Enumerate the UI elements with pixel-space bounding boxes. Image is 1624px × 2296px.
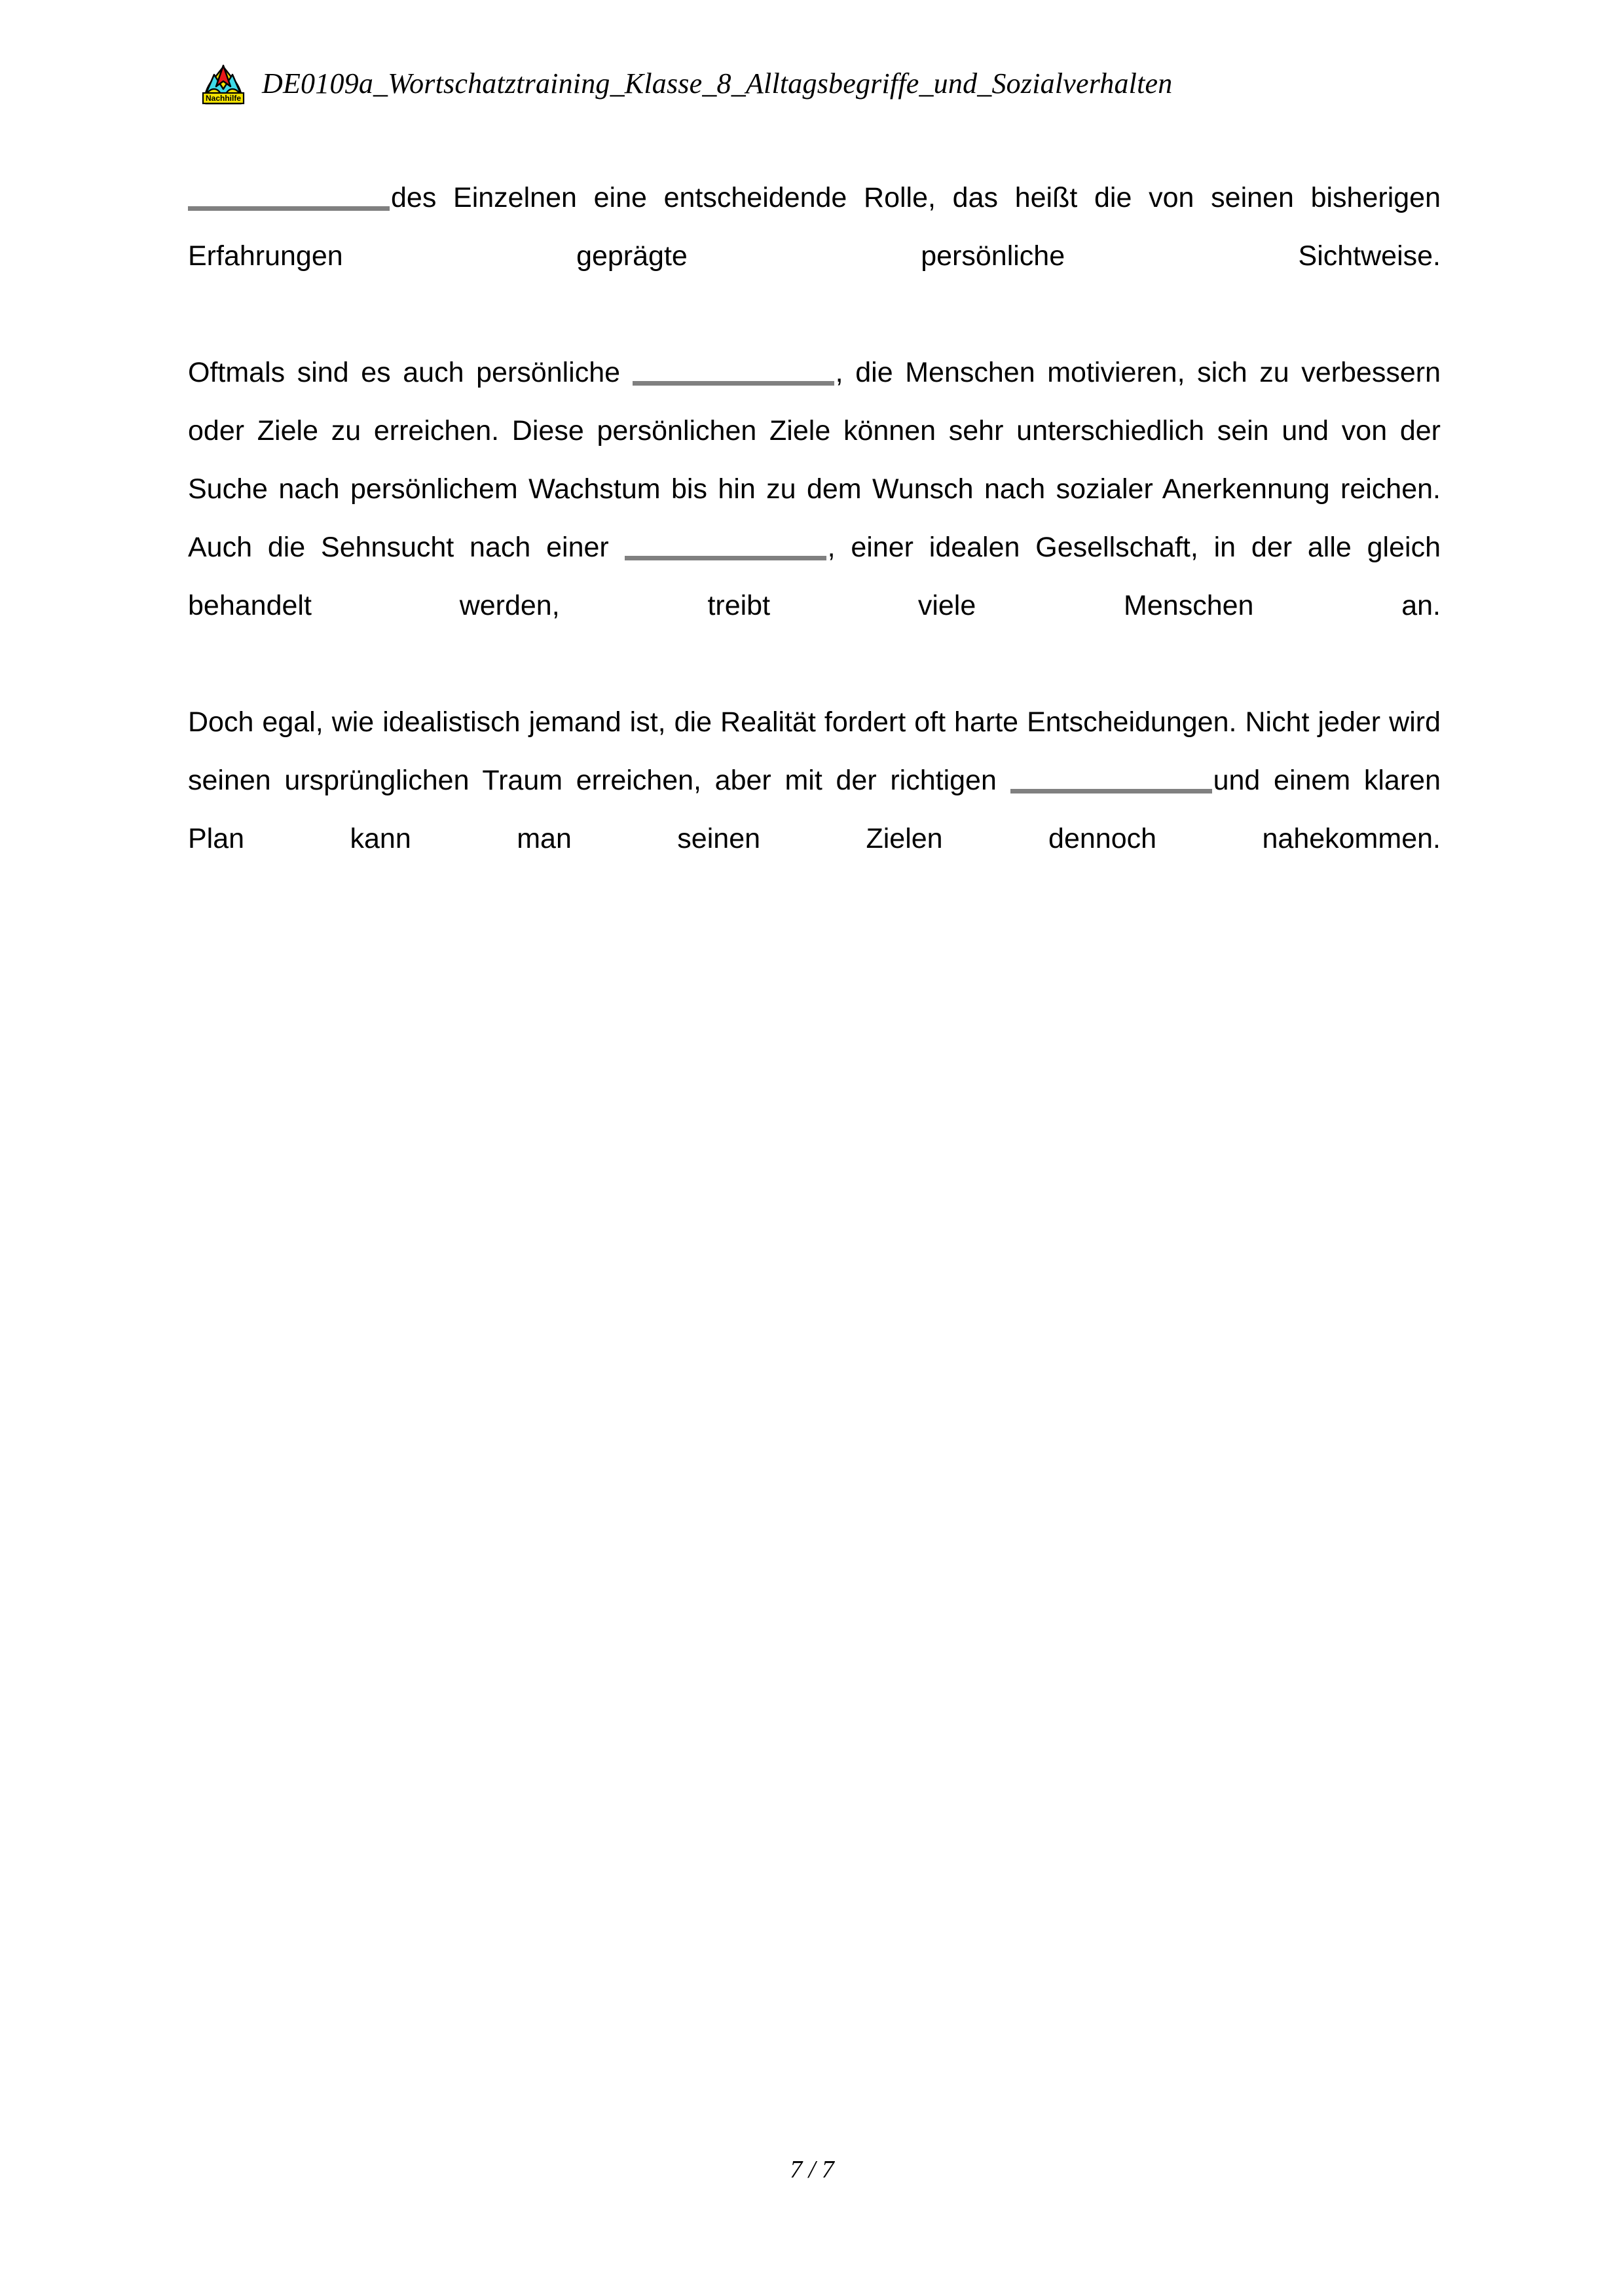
paragraph-3-text-c: und einem klaren Plan kann man seinen Zielen dennoch: [188, 765, 1441, 854]
paragraph-2-text-g: werden, treibt viele Menschen an.: [459, 590, 1441, 621]
paragraph-2: [188, 344, 1441, 693]
paragraph-2-text-e: Wunsch nach sozialer Anerkennung reichen. Auch die Sehnsucht nach einer: [188, 473, 1441, 563]
paragraph-2-text-d: unterschiedlich sein und von der Suche nach persönlichem Wachstum bis hin zu dem: [188, 415, 1441, 505]
paragraph-2-text-f: , einer idealen Gesellschaft, in der alle gleich behandelt: [188, 532, 1441, 621]
paragraph-2-text-a: Oftmals sind es auch persönliche: [188, 357, 621, 388]
header-title: DE0109a_Wortschatztraining_Klasse_8_Alltagsbegriffe_und_Sozialverhalten: [262, 67, 1173, 100]
answer-blank[interactable]: [625, 555, 826, 560]
paragraph-2-text-b: , die Menschen motivieren,: [835, 357, 1185, 388]
svg-text:Nachhilfe: Nachhilfe: [205, 94, 242, 103]
page-number-footer: 7 / 7: [790, 2156, 834, 2183]
answer-blank[interactable]: [1010, 788, 1212, 793]
document-header: [196, 63, 1441, 105]
answer-blank[interactable]: [633, 380, 834, 386]
paragraph-3-text-b: Nicht jeder wird seinen ursprünglichen Traum erreichen, aber mit der richtigen: [188, 706, 1441, 796]
nachhilfe-logo-icon: [196, 63, 250, 105]
answer-blank[interactable]: [188, 206, 390, 211]
document-body: [188, 169, 1441, 926]
paragraph-1: [188, 169, 1441, 344]
paragraph-3-text-a: Doch egal, wie idealistisch jemand ist, die Realität fordert oft harte Entscheidungen.: [188, 706, 1237, 738]
paragraph-3: [188, 693, 1441, 926]
paragraph-3-text-d: nahekommen.: [1262, 823, 1441, 854]
paragraph-2-text-c: sich zu verbessern oder Ziele zu erreichen. Diese persönlichen Ziele können sehr: [188, 357, 1441, 446]
paragraph-1-text: des Einzelnen eine entscheidende Rolle, das heißt die: [391, 182, 1132, 213]
paragraph-1-text-cont: von seinen bisherigen Erfahrungen geprägte persönliche Sichtweise.: [188, 182, 1441, 272]
